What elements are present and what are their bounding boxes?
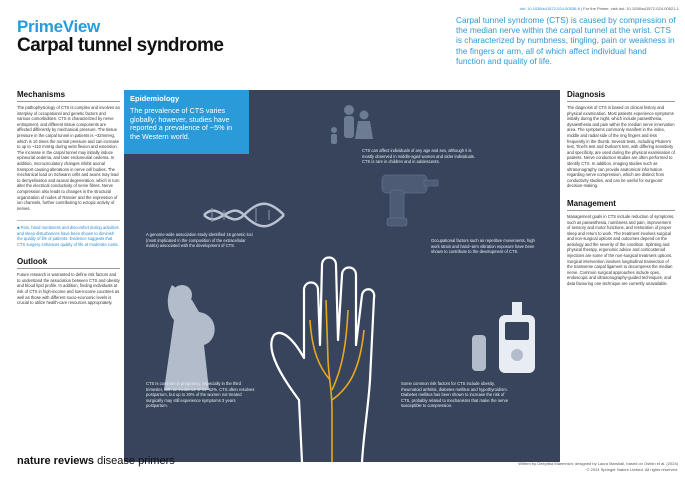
page-title: Carpal tunnel syndrome: [17, 35, 224, 56]
footer-credit: [450, 461, 678, 472]
journal-logo: [17, 455, 175, 467]
diagnosis-heading: Diagnosis: [567, 90, 675, 102]
quality-of-life-highlight: [17, 220, 120, 247]
bullet-icon: ■: [17, 225, 21, 231]
management-text: Management goals in CTS include reduction of symptoms, such as paraesthesia, numbness and pain, improvement of sensory and motor functions, and restoration of proper sleep and return to work. The treatment involves surgical and non-surgical options and outcomes depend on the aetiology and the severity of the condition. Splinting and physical therapy, ergonomic advice and corticosteroid injections are some of the non-surgical treatment options. Surgical intervention involves longitudinal transection of the transverse carpal ligament to decompress the median nerve. Common surgical approaches include open, endoscopic and ultrasonography-guided techniques, and data favouring one technique are currently unavailable.: [567, 213, 675, 287]
right-column: [567, 90, 675, 287]
primer-link[interactable]: For the Primer, visit doi: 10.1038/s41572-024-00521-1: [583, 6, 679, 11]
copyright-line: © 2024 Springer Nature Limited. All rights reserved.: [586, 466, 678, 472]
epidemiology-callout: [124, 90, 249, 154]
left-column: [17, 90, 120, 306]
management-heading: Management: [567, 199, 675, 211]
highlight-text: Pain, hand numbness and discomfort during activities and sleep disturbances have been shown to diminish the quality of life of patients. Evidence suggests that CTS surgery enhances quality of life at moderate costs.: [17, 225, 119, 247]
doi-link[interactable]: doi: 10.1038/s41572-024-00536-8: [519, 6, 580, 11]
brand-light: disease primers: [94, 455, 175, 467]
outlook-text: Future research is warranted to define risk factors and to understand the association between CTS and obesity and blood lipid profile. In addition, finding individuals at risk of CTS in high-income and low-income countries as well as those with different socio-economic levels is crucial to utilize health-care resources appropriately.: [17, 272, 120, 306]
intro-text: Carpal tunnel syndrome (CTS) is caused by compression of the median nerve within the carpal tunnel at the wrist. CTS is characterized by numbness, tingling, pain or weakness in the fingers or arm, all of which affect individual hand function and quality of life.: [456, 15, 676, 66]
note-age-sex: CTS can affect individuals of any age and sex, although it is mostly observed in middle-aged women and older individuals. CTS is rare in children and in adolescents.: [362, 148, 476, 165]
outlook-heading: Outlook: [17, 257, 120, 269]
epidemiology-heading: Epidemiology: [130, 94, 180, 103]
note-genetic: A genome-wide association study identified 16 genetic loci (most implicated in the composition of the extracellular matrix) associated with the development of CTS.: [146, 232, 253, 249]
series-title: PrimeView: [17, 17, 100, 36]
mechanisms-heading: Mechanisms: [17, 90, 120, 102]
doi-line: doi: 10.1038/s41572-024-00536-8 | For the Primer, visit doi: 10.1038/s41572-024-00521-1: [519, 6, 679, 11]
diagnosis-text: The diagnosis of CTS is based on clinical history and physical examination. Most patients experience symptoms initially during the night, which include paraesthesia, dysaesthesia and pain within the median nerve innervation area. The symptoms commonly manifest in the index, middle and radial side of the ring fingers and less frequently in the thumb. Several tests, including Phalen's test, Tinel's test and Durkan's test, with differing sensitivity and specificity, are used during the physical examination of patients. Nerve conduction studies are often performed to identify CTS. In addition, imaging studies such as ultrasonography can provide anatomical information regarding nerve compression, which are distinct from conductivity studies, and can be useful for surgeons' decision-making.: [567, 105, 675, 189]
note-pregnancy: CTS is common in pregnancy, especially in the third trimester, with an incidence of 31–62%. CTS often resolves postpartum, but up to 30% of the women not treated surgically may still experience symptoms 3 years postpartum.: [146, 381, 255, 409]
note-comorbidities: Some common risk factors for CTS include obesity, rheumatoid arthritis, diabetes mellitus and hypothyroidism. Diabetes mellitus has been shown to increase the risk of CTS, probably related to mechanisms that make the nerve susceptible to compression.: [401, 381, 509, 409]
credit-line: Written by Deepitha Maemnich; designed by Laura Marshall, based on Osthin et al. (2024): [518, 461, 678, 466]
epidemiology-panel: [124, 90, 560, 462]
epidemiology-lead: The prevalence of CTS varies globally; however, studies have reported a prevalence of ~5% in the Western world.: [130, 106, 233, 141]
note-occupational: Occupational factors such as repetitive movements, high work strain and hand–arm vibration exposure have been shown to contribute to the development of CTS.: [431, 238, 535, 255]
brand-bold: nature reviews: [17, 455, 95, 467]
mechanisms-text: The pathophysiology of CTS is complex and involves an interplay of occupational and genetic factors and various comorbidities. CTS is characterized by nerve entrapment, and different tissue components are affected differently by mechanical pressure. The tissue pressure in the carpal tunnel in patients is ~32mmHg, which is 10 times the normal pressure and can increase to up to ~110 mmHg during wrist flexion and extension. The increase in the carpal tunnel may initially induce epineurial oedema, and later endoneurial oedema. In addition, microcirculatory changes inhibit axonal transport causing alterations in nerve cell bodies. The mechanical load on Schwann cells and axons may lead to demyelination and axonal degeneration, which in turn alter the electrical conductivity of nerve fibres. Nerve compression also leads to changes in the structural organization of nodes of Ranvier and the expression of ion channels, further contributing to ectopic activity of nerves.: [17, 105, 120, 211]
